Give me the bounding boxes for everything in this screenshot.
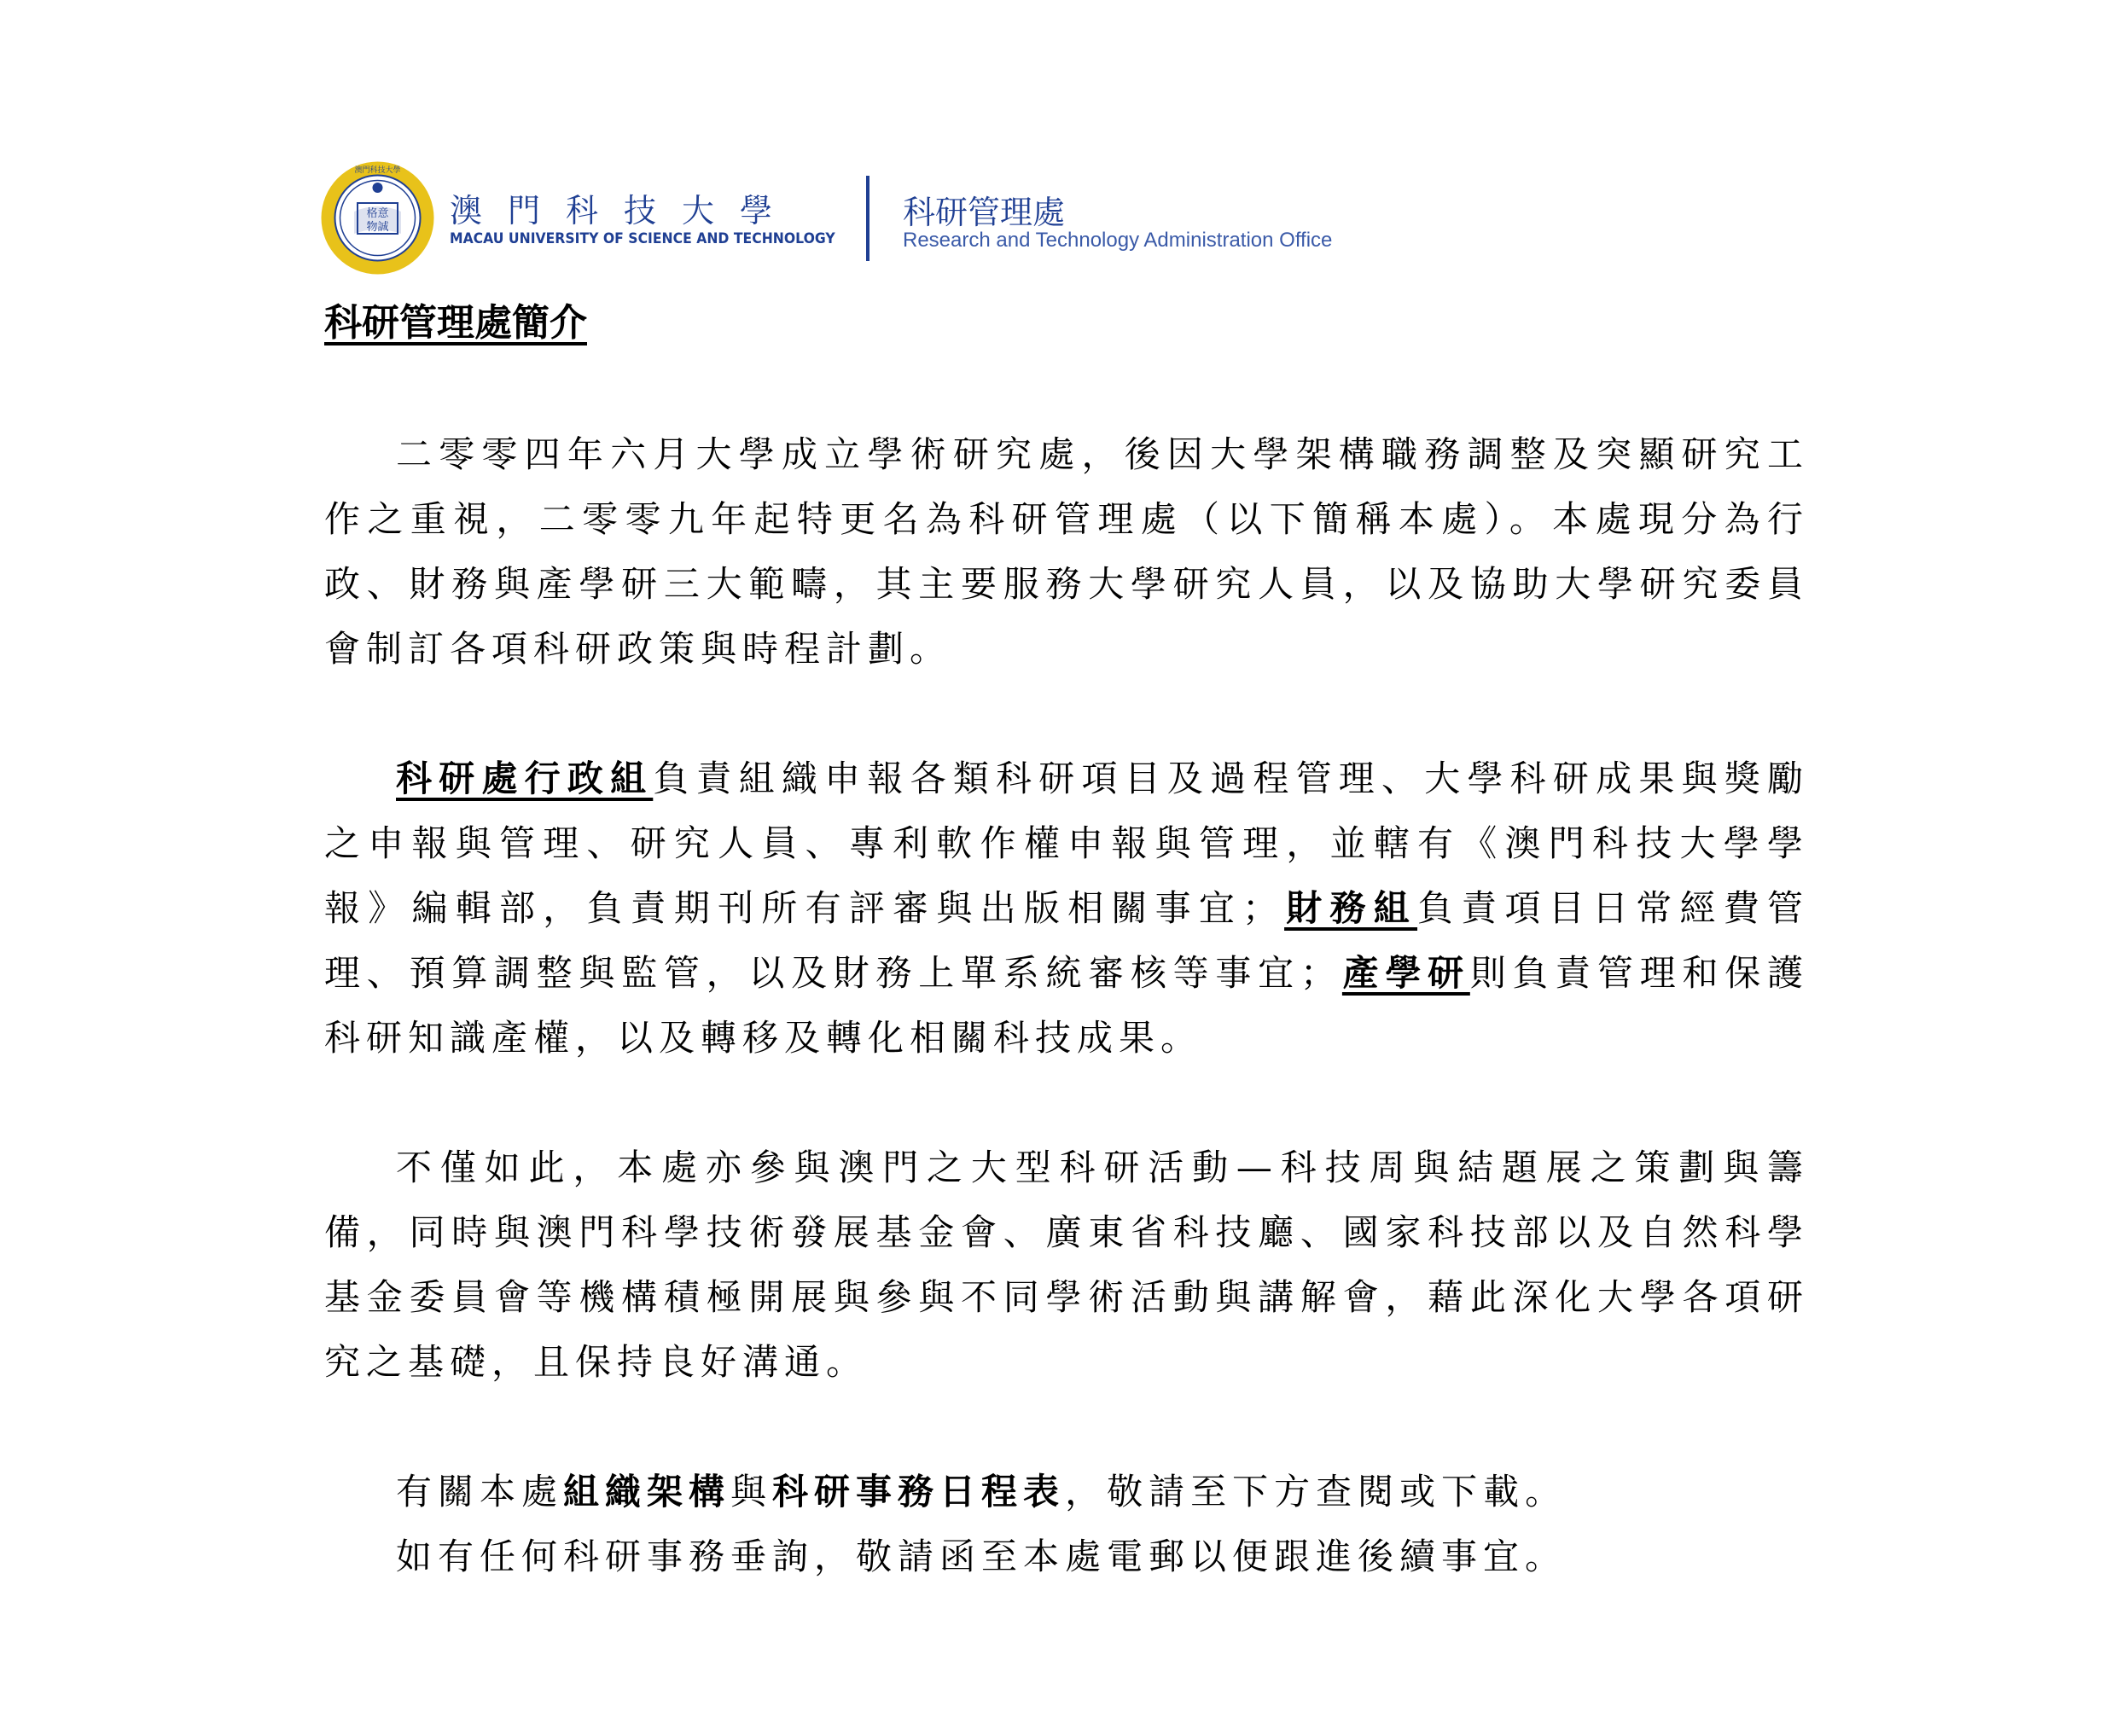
page-title: 科研管理處簡介	[324, 301, 587, 345]
document-body	[324, 422, 1809, 1589]
paragraph-contact-text: 如有任何科研事務垂詢，敬請函至本處電郵以便跟進後續事宜。	[396, 1536, 1567, 1577]
svg-text:澳門科技大學: 澳門科技大學	[354, 166, 401, 175]
svg-text:物誠: 物誠	[366, 221, 389, 234]
university-seal-logo	[320, 160, 435, 276]
paragraph-contact	[324, 1524, 1809, 1589]
paragraph-history-text: 二零零四年六月大學成立學術研究處，後因大學架構職務調整及突顯研究工作之重視，二零零九年起特更名為科研管理處（以下簡稱本處）。本處現分為行政、財務與產學研三大範疇，其主要服務大學研究人員，以及協助大學研究委員會制訂各項科研政策與時程計劃。	[324, 433, 1809, 670]
finance-group-description: 負責項目日常經費管理、預算調整與監管，以及財務上單系統審核等事宜；	[324, 887, 1809, 994]
org-structure-label: 組織架構	[563, 1471, 731, 1512]
header-divider	[866, 176, 869, 261]
industry-group-label: 產學研	[1341, 952, 1470, 994]
paragraph-divisions	[324, 746, 1809, 1071]
svg-text:格意: 格意	[366, 207, 389, 220]
downloads-text-and: 與	[730, 1471, 773, 1512]
office-name-english: Research and Technology Administration Office	[903, 229, 1333, 252]
admin-group-description: 負責組織申報各類科研項目及過程管理、大學科研成果與獎勵之申報與管理、研究人員、專利軟作權申報與管理，並轄有《澳門科技大學學報》編輯部，負責期刊所有評審與出版相關事宜；	[324, 758, 1809, 929]
admin-group-label: 科研處行政組	[396, 758, 654, 799]
paragraph-downloads	[324, 1460, 1809, 1524]
downloads-text-end: ，敬請至下方查閱或下載。	[1065, 1471, 1567, 1512]
paragraph-activities	[324, 1135, 1809, 1395]
office-name-chinese: 科研管理處	[903, 194, 1066, 231]
paragraph-activities-text: 不僅如此，本處亦參與澳門之大型科研活動—科技周與結題展之策劃與籌備，同時與澳門科學技術發展基金會、廣東省科技廳、國家科技部以及自然科學基金委員會等機構積極開展與參與不同學術活動與講解會，藉此深化大學各項研究之基礎，且保持良好溝通。	[324, 1147, 1809, 1383]
letterhead	[320, 160, 1387, 276]
research-schedule-label: 科研事務日程表	[772, 1471, 1066, 1512]
industry-group-description: 則負責管理和保護科研知識產權，以及轉移及轉化相關科技成果。	[324, 952, 1809, 1059]
finance-group-label: 財務組	[1284, 887, 1418, 929]
downloads-text-start: 有關本處	[396, 1471, 564, 1512]
paragraph-history	[324, 422, 1809, 682]
university-name-english: MACAU UNIVERSITY OF SCIENCE AND TECHNOLOGY	[450, 230, 835, 247]
university-name-chinese: 澳門科技大學	[450, 192, 799, 229]
